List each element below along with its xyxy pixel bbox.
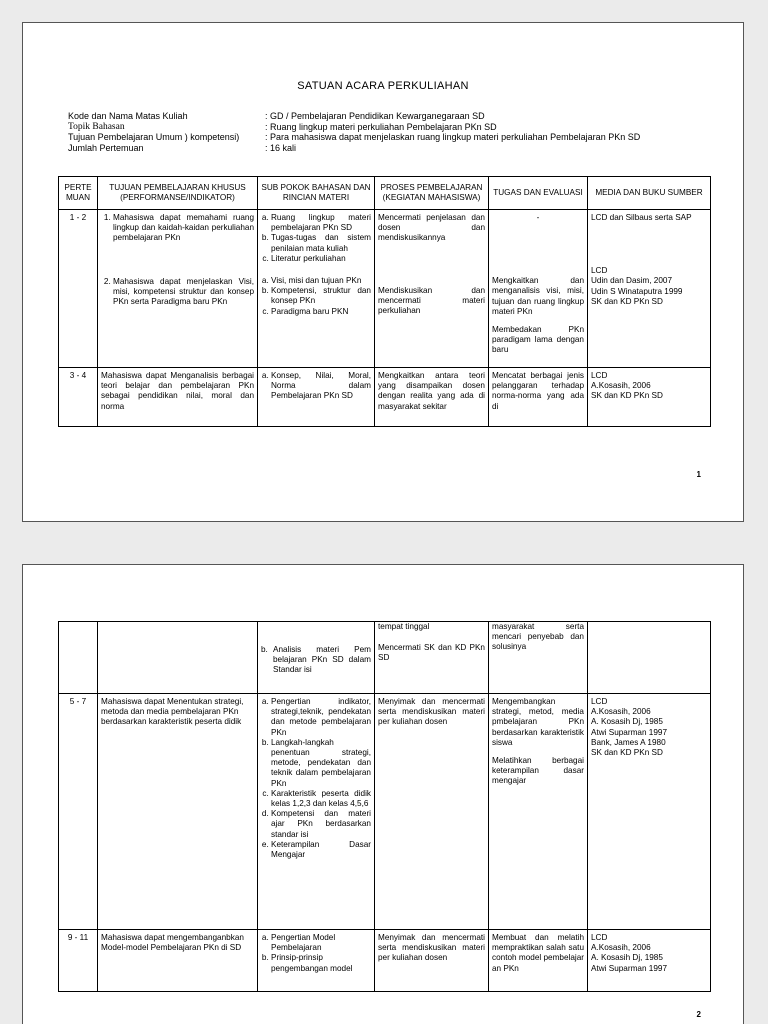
subtopic-item: a. Pengertian indikator, strategi,teknik, pendekatan dan metode pembelajaran PKn [271, 697, 371, 738]
document-title: SATUAN ACARA PERKULIAHAN [297, 80, 469, 92]
subtopic-item: e. Keterampilan Dasar Mengajar [271, 840, 371, 860]
subtopic-item: c. Paradigma baru PKN [271, 307, 371, 317]
media-line: Atwi Suparman 1997 [591, 963, 668, 973]
meta-key: Jumlah Pertemuan [68, 142, 144, 153]
document-page-2 [22, 564, 744, 1024]
tasks-cell: Membuat dan melatih mempraktikan salah satu contoh model pembelajar an PKn [489, 930, 588, 992]
subtopic-item: b. Prinsip-prinsip pengembangan model [271, 953, 371, 973]
subtopic-item: b. Langkah-langkah penentuan strategi, metode, pendekatan dan teknik dalam pembelajaran PKn [271, 738, 371, 789]
media-line: Bank, James A 1980 [591, 737, 666, 747]
media-line: A. Kosasih Dj, 1985 [591, 717, 663, 727]
subtopic-item: a. Ruang lingkup materi pembelajaran PKn SD [271, 213, 371, 233]
media-line: A.Kosasih, 2006 [591, 943, 651, 953]
task-text: Mengembangkan strategi, metod, media pmbelajaran PKn berdasarkan karakteristik siswa [492, 697, 584, 747]
table-row [59, 368, 711, 427]
tasks-cell: Mencatat berbagai jenis pelanggaran terhadap norma-norma yang ada di [489, 368, 588, 427]
process-cell [375, 622, 489, 694]
meeting-cell: 9 - 11 [59, 930, 98, 992]
meta-key: Topik Bahasan [68, 121, 125, 132]
objective-item: 2. Mahasiswa dapat menjelaskan Visi, misi, kompetensi struktur dan konsep PKn serta Paradigma baru PKn [113, 277, 254, 308]
media-line: Udin dan Dasim, 2007 [591, 276, 673, 286]
meeting-cell: 1 - 2 [59, 210, 98, 368]
meta-value: : 16 kali [265, 142, 297, 153]
subtopic-item: a. Konsep, Nilai, Moral, Norma dalam Pembelajaran PKn SD [271, 371, 371, 402]
page-number: 1 [696, 470, 701, 479]
subtopics-cell [258, 694, 375, 930]
subtopic-item: b. Kompetensi, struktur dan konsep PKn [271, 286, 371, 306]
media-line: SK dan KD PKn SD [591, 391, 663, 401]
objective-item: 1. Mahasiswa dapat memahami ruang lingkup dan kaidah-kaidan perkuliahan pembelajaran PKn [113, 213, 254, 244]
meta-key: Kode dan Nama Matas Kuliah [68, 111, 188, 121]
objectives-cell: Mahasiswa dapat mengembanganbkan Model-model Pembelajaran PKn di SD [98, 930, 258, 992]
subtopic-item: a. Visi, misi dan tujuan PKn [271, 276, 371, 286]
meta-value: : Ruang lingkup materi perkuliahan Pembelajaran PKn SD [265, 121, 497, 132]
subtopics-cell [258, 622, 375, 694]
media-text: LCD dan Silbaus serta SAP [591, 213, 692, 222]
syllabus-table-page-1 [58, 176, 711, 427]
media-line: SK dan KD PKn SD [591, 748, 663, 758]
meta-row-meetings [68, 143, 640, 154]
meta-row-topic [68, 122, 640, 133]
media-cell [588, 694, 711, 930]
header-subtopics: SUB POKOK BAHASAN DAN RINCIAN MATERI [258, 177, 375, 210]
media-cell [588, 622, 711, 694]
task-text: Melatihkan berbagai keterampilan dasar mengajar [492, 756, 584, 786]
header-objectives: TUJUAN PEMBELAJARAN KHUSUS (PERFORMANSE/INDIKATOR) [98, 177, 258, 210]
table-row [59, 210, 711, 368]
meeting-cell: 3 - 4 [59, 368, 98, 427]
subtopics-cell [258, 368, 375, 427]
media-line: LCD [591, 371, 608, 380]
subtopic-item [261, 645, 371, 676]
meta-value: : GD / Pembelajaran Pendidikan Kewarganegaraan SD [265, 111, 485, 121]
media-line: SK dan KD PKn SD [591, 296, 663, 306]
header-media: MEDIA DAN BUKU SUMBER [588, 177, 711, 210]
objectives-cell [98, 210, 258, 368]
media-line: LCD [591, 697, 608, 706]
task-text: - [536, 213, 540, 222]
syllabus-table-page-2 [58, 621, 711, 992]
media-line: Atwi Suparman 1997 [591, 727, 668, 737]
task-text: Membedakan PKn paradigam lama dengan baru [492, 325, 584, 355]
subtopic-item: a. Pengertian Model Pembelajaran [271, 933, 371, 953]
document-page-1 [22, 22, 744, 522]
subtopics-cell [258, 930, 375, 992]
media-cell [588, 368, 711, 427]
process-text: Mencermati SK dan KD PKn SD [378, 643, 485, 663]
process-cell: Mengkaitkan antara teori yang disampaikan dosen dengan realita yang ada di masyarakat sekitar [375, 368, 489, 427]
process-text: tempat tinggal [378, 622, 430, 631]
media-line: A.Kosasih, 2006 [591, 707, 651, 717]
header-tasks: TUGAS DAN EVALUASI [489, 177, 588, 210]
subtopic-item: c. Literatur perkuliahan [271, 254, 371, 264]
objectives-cell: Mahasiswa dapat Menganalisis berbagai teori belajar dan pembelajaran PKn sebagai pendidikan nilai, moral dan norma [98, 368, 258, 427]
subtopic-item: d. Kompetensi dan materi ajar PKn berdasarkan standar isi [271, 809, 371, 840]
task-text: Mengkaitkan dan menganalisis visi, misi, tujuan dan ruang lingkup materi PKn [492, 276, 584, 316]
meeting-cell [59, 622, 98, 694]
process-text: Mendiskusikan dan mencermati materi perkuliahan [378, 285, 485, 316]
tasks-cell [489, 694, 588, 930]
media-line: A. Kosasih Dj, 1985 [591, 953, 663, 963]
header-process: PROSES PEMBELAJARAN (KEGIATAN MAHASISWA) [375, 177, 489, 210]
page-number: 2 [696, 1010, 701, 1019]
meta-key: Tujuan Pembelajaran Umum ) kompetensi) [68, 132, 240, 142]
tasks-cell: masyarakat serta mencari penyebab dan solusinya [489, 622, 588, 694]
subtopic-item: c. Karakteristik peserta didik kelas 1,2,3 dan kelas 4,5,6 [271, 789, 371, 809]
media-line: Udin S Winataputra 1999 [591, 286, 683, 296]
meta-row-objective [68, 132, 640, 143]
process-cell: Menyimak dan mencermati serta mendiskusikan materi per kuliahan dosen [375, 694, 489, 930]
media-cell [588, 210, 711, 368]
meta-row-course [68, 111, 640, 122]
subtopic-marker: b. [261, 645, 268, 654]
table-row [59, 930, 711, 992]
media-line: LCD [591, 933, 608, 942]
objectives-cell: Mahasiswa dapat Menentukan strategi, metoda dan media pembelajaran PKn berdasarkan karakteristik peserta didik [98, 694, 258, 930]
subtopic-item: b. Tugas-tugas dan sistem penilaian mata kuliah [271, 233, 371, 253]
course-meta [68, 111, 640, 153]
process-cell [375, 210, 489, 368]
meeting-cell: 5 - 7 [59, 694, 98, 930]
table-row-continued [59, 622, 711, 694]
media-cell [588, 930, 711, 992]
process-text: Mencermati penjelasan dan dosen dan mendiskusikannya [378, 213, 485, 243]
subtopics-cell [258, 210, 375, 368]
header-meeting: PERTE MUAN [59, 177, 98, 210]
subtopic-text: Analisis materi Pem belajaran PKn SD dalam Standar isi [273, 645, 371, 675]
objectives-cell [98, 622, 258, 694]
media-line: A.Kosasih, 2006 [591, 381, 651, 391]
table-header-row [59, 177, 711, 210]
table-row [59, 694, 711, 930]
tasks-cell [489, 210, 588, 368]
process-cell: Menyimak dan mencermati serta mendiskusikan materi per kuliahan dosen [375, 930, 489, 992]
meta-value: : Para mahasiswa dapat menjelaskan ruang lingkup materi perkuliahan Pembelajaran PKn SD [265, 132, 641, 142]
media-line: LCD [591, 266, 608, 276]
